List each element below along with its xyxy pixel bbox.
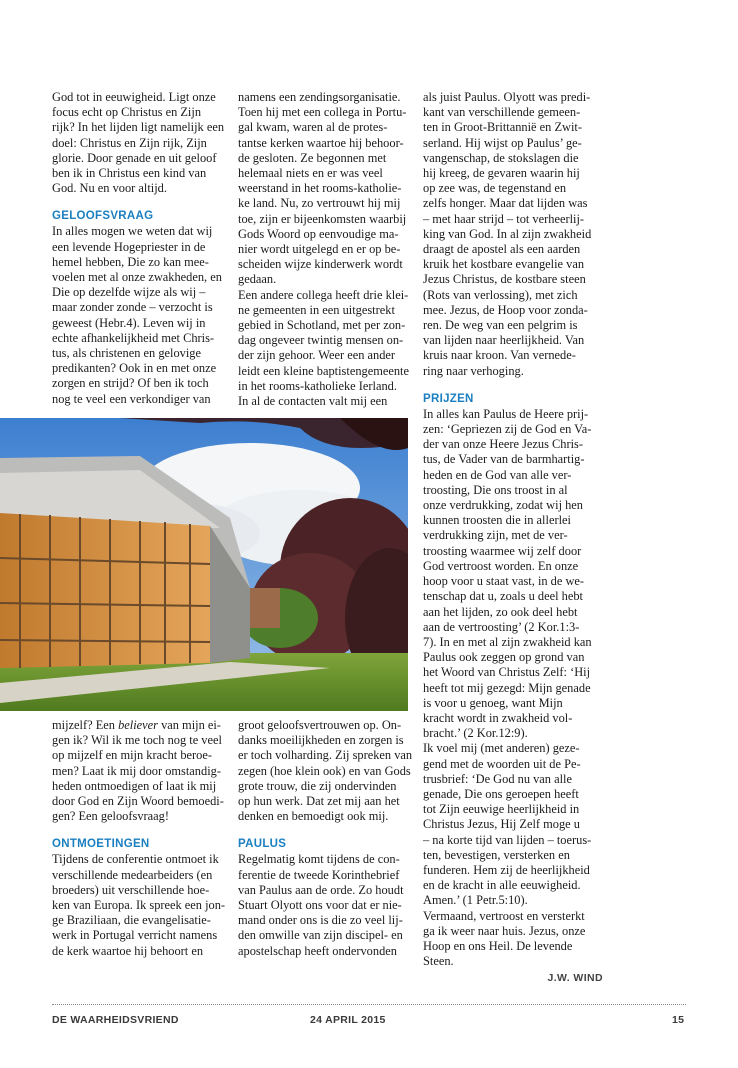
column-2-bottom (238, 718, 416, 959)
column-1-top (52, 90, 230, 407)
paragraph: Vermaand, vertroost en versterkt ga ik weer naar huis. Jezus, onze Hoop en ons Heil. De levende Steen. (423, 908, 586, 969)
photo-illustration (0, 418, 408, 711)
footer-date: 24 APRIL 2015 (310, 1014, 386, 1026)
building-photo (0, 418, 408, 711)
paragraph: Ik voel mij (met anderen) geze- gend met de woorden uit de Pe- trusbrief: ‘De God nu van alle genade, Die ons geroepen heeft tot Zijn eeuwige heerlijkheid in Christus Jezus, Hij Zelf moge u – na korte tijd van lijden – toerus- ten, bevestigen, versterken en funderen. Hem zij de heerlijkheid en de kracht in alle eeuwigheid. Amen.’ (1 Petr.5:10). (423, 741, 592, 908)
paragraph: God tot in eeuwigheid. Ligt onze focus echt op Christus en Zijn rijk? In het lijden ligt namelijk een doel: Christus en Zijn rijk, Zijn glorie. Door genade en uit geloof ben ik in Christus een kind van God. Nu en voor altijd. (52, 90, 225, 196)
text-span: mijzelf? Een (52, 718, 119, 732)
paragraph: Een andere collega heeft drie klei- ne gemeenten in een uitgestrekt gebied in Schotland, met per zon- dag ongeveer twintig mensen on- der zijn gehoor. Weer een ander leidt een kleine baptistengemeente in het rooms-katholieke Ierland. In al de contacten valt mij een (238, 287, 409, 409)
paragraph: namens een zendingsorganisatie. Toen hij met een collega in Portu- gal kwam, waren al de protes- tantse kerken waartoe hij behoor- de gesloten. Ze begonnen met helemaal niets en er was veel weerstand in het rooms-katholie- ke land. Nu, zo vertrouwt hij mij toe, zijn er bijeenkomsten waarbij Gods Woord op eenvoudige ma- nier wordt uitgelegd en er op be- scheiden wijze kinderwerk wordt gedaan. (238, 90, 407, 287)
paragraph: Regelmatig komt tijdens de con- ferentie de tweede Korinthebrief van Paulus aan de orde. Zo houdt Stuart Olyott ons voor dat er nie- mand onder ons is die zo veel lij- den omwille van zijn discipel- en apostelschap heeft ondervonden (238, 852, 404, 958)
section-heading-prijzen: PRIJZEN (423, 392, 474, 405)
column-2-top (238, 90, 416, 409)
footer-divider (52, 1004, 686, 1005)
section-heading-ontmoetingen: ONTMOETINGEN (52, 838, 150, 851)
section-heading-geloofsvraag: GELOOFSVRAAG (52, 210, 154, 223)
italic-term: believer (118, 718, 158, 732)
paragraph: In alles mogen we weten dat wij een levende Hogepriester in de hemel hebben, Die zo kan mee- voelen met al onze zwakheden, en Die op dezelfde wijze als wij – maar zonder zonde – verzocht is geweest (Hebr.4). Leven wij in echte afhankelijkheid met Chris- tus, als christenen en gelovige predikanten? Ook in en met onze zorgen en strijd? Of ben ik toch nog te veel een verkondiger van (52, 224, 222, 406)
footer-page-number: 15 (672, 1014, 685, 1026)
paragraph: als juist Paulus. Olyott was predi- kant van verschillende gemeen- ten in Groot-Brittannië en Zwit- serland. Hij wijst op Paulus’ ge- vangenschap, de stokslagen die hij kreeg, de gevaren waarin hij op zee was, de tegenstand en zelfs honger. Maar dat lijden was – met haar strijd – tot verheerlij- king van God. In al zijn zwakheid draagt de apostel als een aarden kruik het kostbare evangelie van Jezus Christus, de kostbare steen (Rots van verlossing), met zich mee. Jezus, de Hoop voor zonda- ren. De weg van een pelgrim is van lijden naar heerlijkheid. Van kruis naar kroon. Van vernede- ring naar verhoging. (423, 90, 592, 378)
paragraph: Tijdens de conferentie ontmoet ik verschillende medearbeiders (en broeders) uit verschillende hoe- ken van Europa. Ik spreek een jon- ge Braziliaan, die evangelisatie- werk in Portugal verricht namens de kerk waartoe hij behoort en (52, 852, 226, 958)
footer-magazine-name: DE WAARHEIDSVRIEND (52, 1014, 179, 1026)
paragraph (52, 718, 230, 824)
paragraph: groot geloofsvertrouwen op. On- danks moeilijkheden en zorgen is er toch volharding. Zij spreken van zegen (hoe klein ook) en van Gods grote trouw, die zij ondervinden op hun werk. Dat zet mij aan het denken en bemoedigt ook mij. (238, 718, 413, 824)
paragraph: In alles kan Paulus de Heere prij- zen: ‘Gepriezen zij de God en Va- der van onze Heere Jezus Chris- tus, de Vader van de barmhartig- heden en de God van alle ver- troosting, Die ons troost in al onze verdrukking, zodat wij hen kunnen troosten die in allerlei verdrukking zijn, met de ver- troosting waarmee wij zelf door God vertroost worden. En onze hoop voor u staat vast, in de we- tenschap dat u, zoals u deel hebt aan het lijden, zo ook deel hebt aan de vertroosting’ (2 Kor.1:3- 7). In en met al zijn zwakheid kan Paulus ook zeggen op grond van het Woord van Christus Zelf: ‘Hij heeft tot mij gezegd: Mijn genade is voor u genoeg, want Mijn kracht wordt in zwakheid vol- bracht.’ (2 Kor.12:9). (423, 406, 592, 741)
section-heading-paulus: PAULUS (238, 838, 287, 851)
text-span: van mijn ei- gen ik? Wil ik me toch nog te veel op mijzelf en mijn kracht beroe- men? Laat ik mij door omstandig- heden ontmoedigen of laat ik mij door God en Zijn Woord bemoedi- gen? Een geloofsvraag! (52, 718, 224, 824)
column-1-bottom (52, 718, 230, 959)
column-3 (423, 90, 603, 987)
author-signature: J.W. WIND (547, 972, 603, 985)
